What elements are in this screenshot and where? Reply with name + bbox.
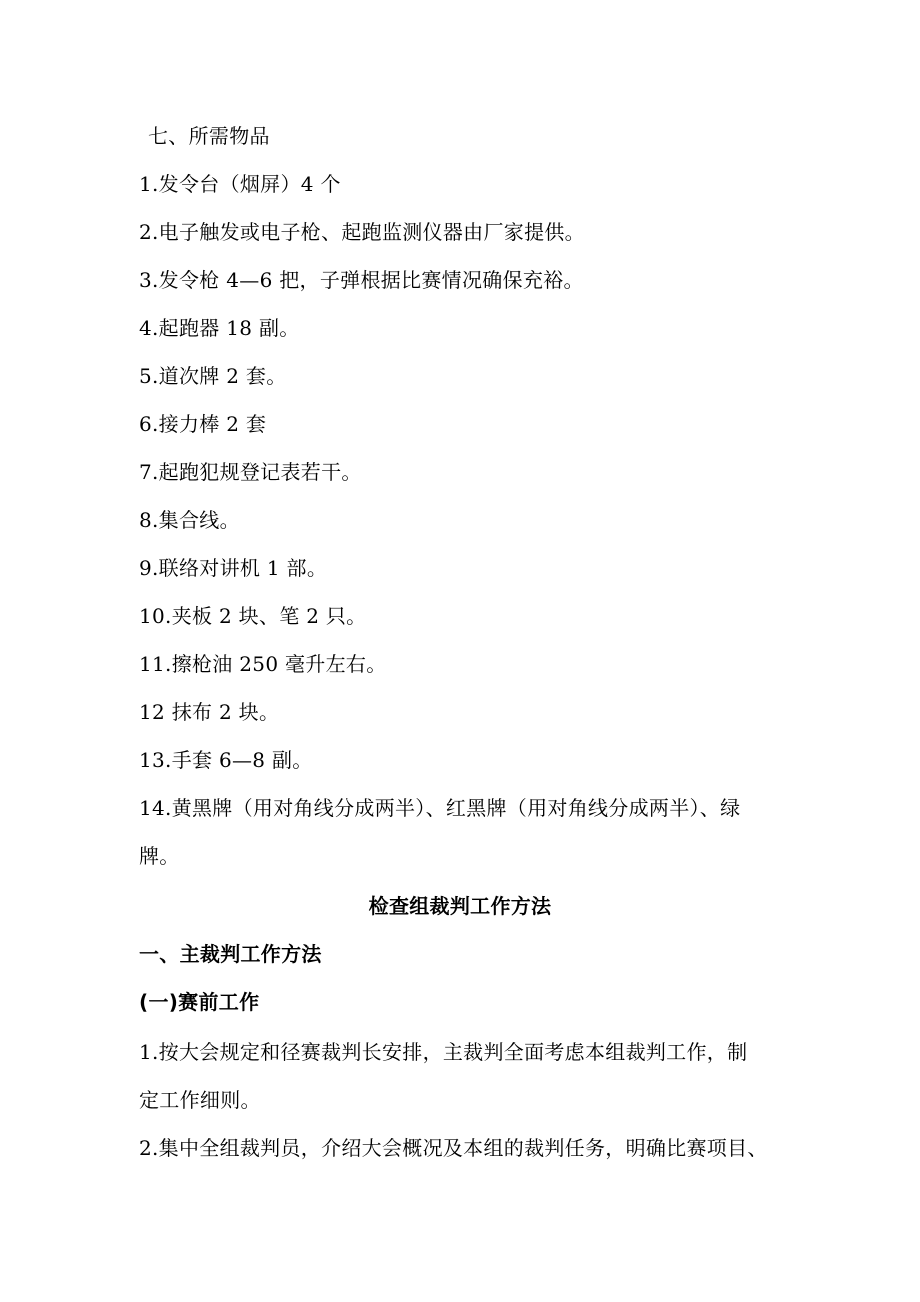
list-item: 1.发令台（烟屏）4 个 xyxy=(139,172,341,196)
list-item: 2.电子触发或电子枪、起跑监测仪器由厂家提供。 xyxy=(139,220,585,244)
list-item: 5.道次牌 2 套。 xyxy=(139,364,287,388)
list-item-continuation: 牌。 xyxy=(139,844,180,868)
list-item: 7.起跑犯规登记表若干。 xyxy=(139,460,362,484)
paragraph-line: 1.按大会规定和径赛裁判长安排，主裁判全面考虑本组裁判工作，制 xyxy=(139,1040,748,1064)
list-item: 8.集合线。 xyxy=(139,508,240,532)
list-item: 6.接力棒 2 套 xyxy=(139,412,267,436)
paragraph-line: 2.集中全组裁判员，介绍大会概况及本组的裁判任务，明确比赛项目、 xyxy=(139,1136,768,1160)
list-item: 12 抹布 2 块。 xyxy=(139,700,280,724)
heading-level2: (一)赛前工作 xyxy=(139,990,260,1014)
list-item: 4.起跑器 18 副。 xyxy=(139,316,300,340)
list-item: 13.手套 6—8 副。 xyxy=(139,748,313,772)
paragraph-line: 定工作细则。 xyxy=(139,1088,261,1112)
list-item: 10.夹板 2 块、笔 2 只。 xyxy=(139,604,367,628)
heading-level1: 一、主裁判工作方法 xyxy=(139,942,322,966)
list-item: 11.擦枪油 250 毫升左右。 xyxy=(139,652,387,676)
inspection-title: 检查组裁判工作方法 xyxy=(368,894,552,918)
section-title: 七、所需物品 xyxy=(148,124,270,148)
list-item: 3.发令枪 4—6 把，子弹根据比赛情况确保充裕。 xyxy=(139,268,584,292)
list-item: 9.联络对讲机 1 部。 xyxy=(139,556,328,580)
list-item: 14.黄黑牌（用对角线分成两半）、红黑牌（用对角线分成两半）、绿 xyxy=(139,796,741,820)
